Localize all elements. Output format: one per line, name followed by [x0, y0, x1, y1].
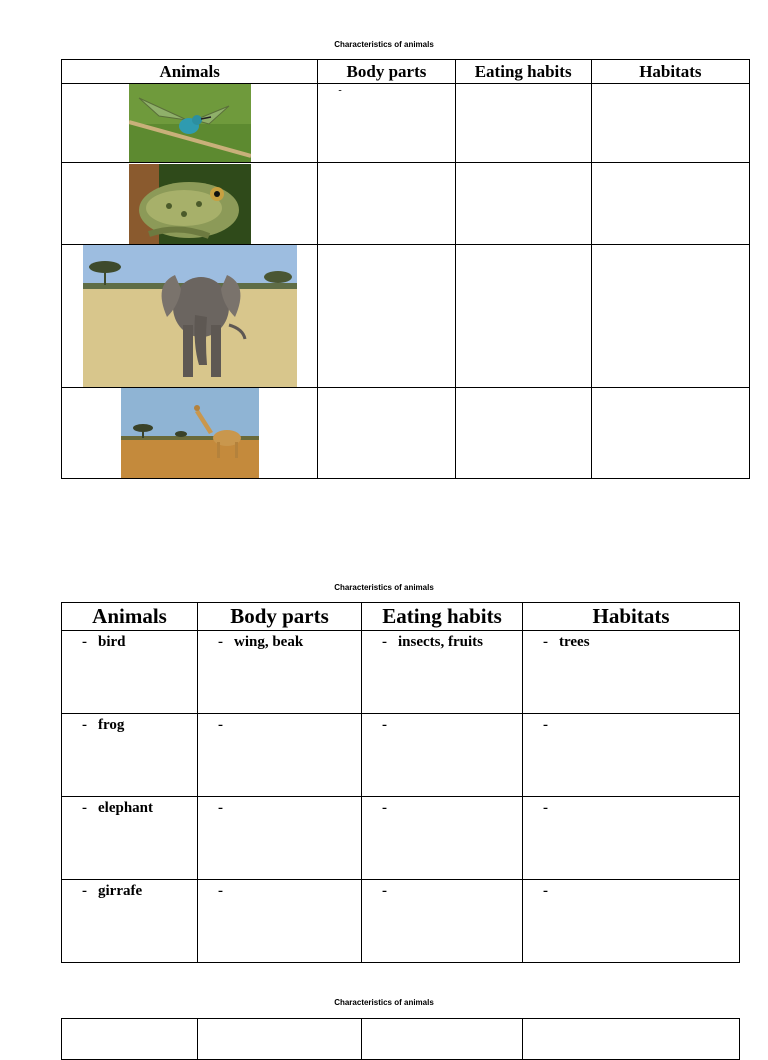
header-eating-habits: Eating habits	[455, 60, 591, 84]
body-parts-cell	[318, 388, 455, 479]
header-habitats: Habitats	[523, 603, 740, 631]
body-parts-cell: -	[198, 880, 362, 963]
animal-cell	[62, 84, 318, 163]
frog-photo	[129, 164, 251, 244]
body-parts-cell	[318, 163, 455, 245]
giraffe-photo	[121, 388, 259, 478]
header-animals: Animals	[62, 603, 198, 631]
table-row	[62, 245, 750, 388]
table-row	[62, 388, 750, 479]
body-parts-cell	[318, 245, 455, 388]
table-caption: Characteristics of animals	[334, 998, 434, 1007]
table-row	[62, 714, 740, 797]
eating-habits-cell: - insects, fruits	[362, 631, 523, 714]
eating-habits-cell	[455, 245, 591, 388]
animal-name: elephant	[98, 800, 154, 816]
table-row	[62, 797, 740, 880]
header-row	[62, 603, 740, 631]
body-parts-value: wing, beak	[234, 634, 304, 650]
animal-pictures-table	[61, 59, 750, 479]
header-body-parts: Body parts	[318, 60, 455, 84]
habitats-cell	[591, 245, 749, 388]
animal-cell: - frog	[62, 714, 198, 797]
table-row	[62, 1019, 740, 1060]
table-caption: Characteristics of animals	[334, 40, 434, 49]
animal-name: girrafe	[98, 883, 143, 899]
animal-cell	[62, 388, 318, 479]
eating-habits-cell: -	[362, 714, 523, 797]
eating-habits-cell	[455, 388, 591, 479]
habitats-cell	[591, 163, 749, 245]
animal-name: frog	[98, 717, 125, 733]
habitats-value: trees	[559, 634, 590, 650]
eating-habits-cell: -	[362, 797, 523, 880]
animal-cell	[62, 163, 318, 245]
habitats-cell: -	[523, 797, 740, 880]
header-body-parts: Body parts	[198, 603, 362, 631]
header-row	[62, 60, 750, 84]
body-parts-cell: - wing, beak	[198, 631, 362, 714]
table-row	[62, 163, 750, 245]
eating-habits-cell	[455, 84, 591, 163]
animal-cell	[62, 245, 318, 388]
body-parts-cell: -	[318, 84, 455, 163]
animal-characteristics-table	[61, 602, 740, 963]
header-habitats: Habitats	[591, 60, 749, 84]
animal-name: bird	[98, 634, 126, 650]
habitats-cell	[591, 388, 749, 479]
eating-habits-cell	[455, 163, 591, 245]
header-animals: Animals	[62, 60, 318, 84]
habitats-cell: -	[523, 714, 740, 797]
eating-habits-cell: -	[362, 880, 523, 963]
animal-cell: - girrafe	[62, 880, 198, 963]
habitats-cell: - trees	[523, 631, 740, 714]
elephant-photo	[83, 245, 297, 387]
body-parts-cell: -	[198, 714, 362, 797]
partial-table	[61, 1018, 740, 1060]
animal-cell: - bird	[62, 631, 198, 714]
habitats-cell	[591, 84, 749, 163]
habitats-cell: -	[523, 880, 740, 963]
animal-cell: - elephant	[62, 797, 198, 880]
table-row	[62, 84, 750, 163]
table-caption: Characteristics of animals	[334, 583, 434, 592]
eating-habits-value: insects, fruits	[398, 634, 483, 650]
table-row	[62, 880, 740, 963]
header-eating-habits: Eating habits	[362, 603, 523, 631]
body-parts-cell: -	[198, 797, 362, 880]
hummingbird-photo	[129, 84, 251, 162]
table-row	[62, 631, 740, 714]
